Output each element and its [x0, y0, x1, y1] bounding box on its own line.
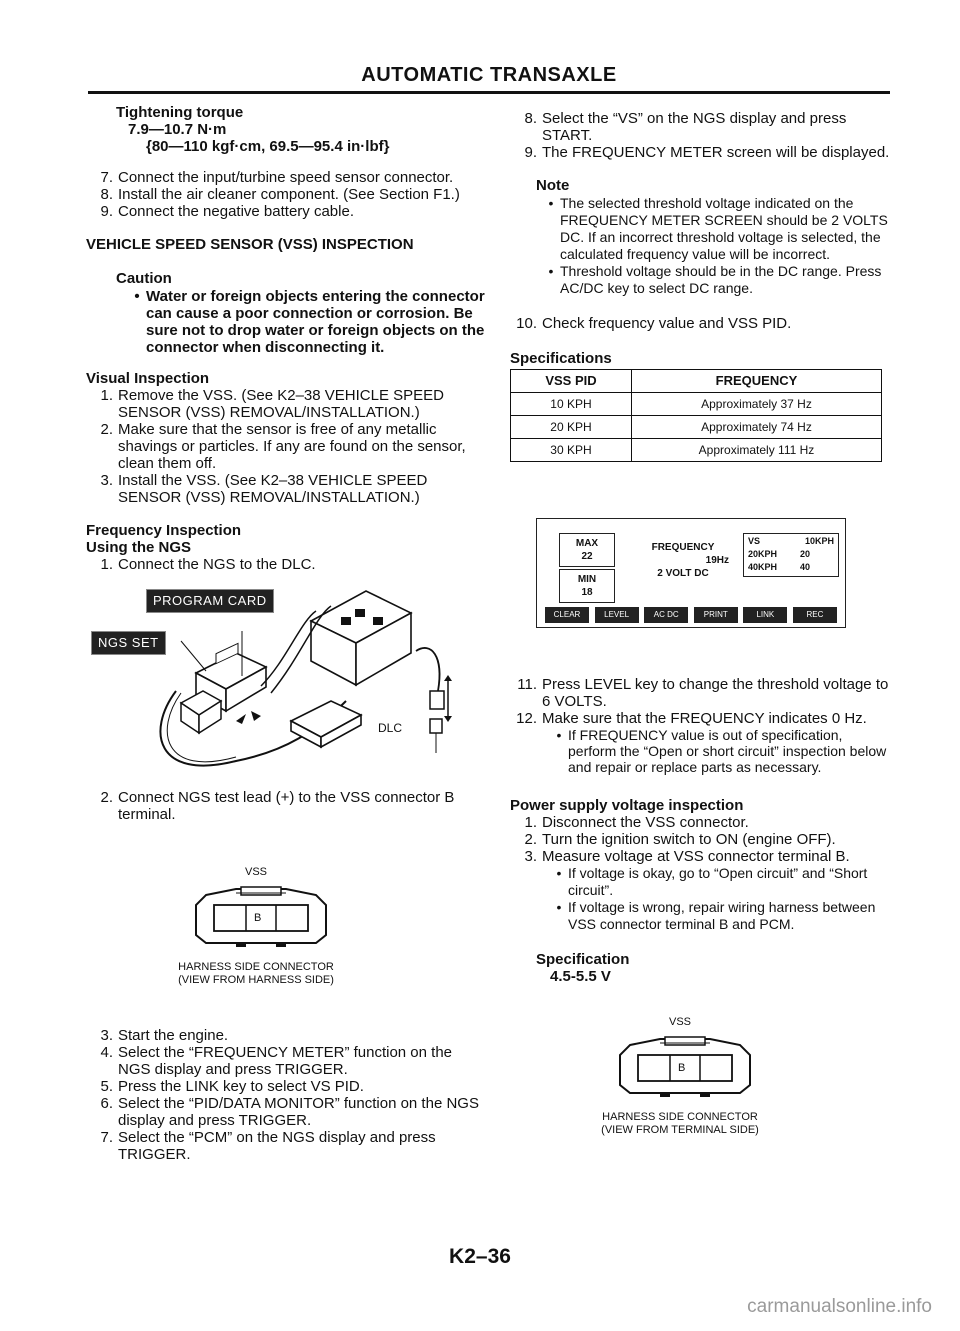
list-item: 9. The FREQUENCY METER screen will be displayed.	[524, 144, 890, 161]
table-row: 10 KPH Approximately 37 Hz	[511, 393, 882, 416]
power-supply-heading: Power supply voltage inspection	[510, 797, 744, 814]
caution-text: • Water or foreign objects entering the connector can cause a poor connection or corrosion. Be sure not to drop water or foreign objects on the connector when disconnecting it.	[128, 288, 486, 356]
torque-value-nm: 7.9—10.7 N·m	[128, 121, 227, 138]
using-ngs-heading: Using the NGS	[86, 539, 192, 556]
softkey-clear[interactable]: CLEAR	[545, 607, 589, 623]
note-bullet: • Threshold voltage should be in the DC range. Press AC/DC key to select DC range.	[548, 263, 882, 296]
list-item: 1. Disconnect the VSS connector.	[524, 814, 749, 831]
max-box: MAX 22	[559, 533, 615, 567]
connector-caption-1: HARNESS SIDE CONNECTOR	[602, 1111, 758, 1123]
list-item: 2. Make sure that the sensor is free of any metallic shavings or particles. If any are found on the sensor, clean them off.	[100, 421, 466, 472]
table-header: VSS PID	[511, 370, 632, 393]
note-body	[542, 195, 890, 297]
list-item: 12. Make sure that the FREQUENCY indicates 0 Hz.	[516, 710, 867, 727]
list-item: 8. Select the “VS” on the NGS display and press START.	[524, 110, 847, 144]
steps-list-right-a	[510, 110, 890, 161]
list-item: • If voltage is okay, go to “Open circuit” and “Short circuit”.	[556, 865, 868, 898]
steps-list-a	[86, 169, 486, 220]
visual-steps	[86, 387, 486, 506]
vss-connector-figure-harness	[86, 853, 486, 1003]
connector-caption-2: (VIEW FROM TERMINAL SIDE)	[601, 1124, 759, 1136]
section-heading-vss: VEHICLE SPEED SENSOR (VSS) INSPECTION	[86, 236, 414, 253]
softkey-level[interactable]: LEVEL	[595, 607, 639, 623]
connector-caption-1: HARNESS SIDE CONNECTOR	[178, 961, 334, 973]
page-header-title: AUTOMATIC TRANSAXLE	[361, 64, 617, 86]
steps-list-right-b	[510, 676, 890, 727]
list-item: 10. Check frequency value and VSS PID.	[516, 315, 792, 332]
caution-label: Caution	[116, 270, 172, 287]
vss-connector-figure-terminal	[510, 1013, 890, 1153]
softkey-rec[interactable]: REC	[793, 607, 837, 623]
screen-softkeys	[545, 607, 837, 623]
left-column	[86, 104, 486, 1163]
list-item: 2. Turn the ignition switch to ON (engine OFF).	[524, 831, 836, 848]
header-rule	[88, 91, 890, 94]
list-item: 8. Install the air cleaner component. (See Section F1.)	[100, 186, 460, 203]
list-item: 11. Press LEVEL key to change the threshold voltage to 6 VOLTS.	[517, 676, 889, 710]
connector-pin-b: B	[678, 1062, 686, 1074]
dlc-label: DLC	[378, 721, 403, 735]
softkey-print[interactable]: PRINT	[694, 607, 738, 623]
torque-value-alt: {80—110 kgf·cm, 69.5—95.4 in·lbf}	[146, 138, 390, 155]
connector-title: VSS	[668, 1016, 691, 1028]
list-item: 2. Connect NGS test lead (+) to the VSS connector B terminal.	[100, 789, 455, 823]
connector-caption-2: (VIEW FROM HARNESS SIDE)	[178, 974, 334, 986]
list-item: 3. Measure voltage at VSS connector terminal B.	[524, 848, 850, 865]
list-item: 3. Install the VSS. (See K2–38 VEHICLE SPEED SENSOR (VSS) REMOVAL/INSTALLATION.)	[100, 472, 428, 506]
vs-pid-box: VS 10KPH 20KPH 20 40KPH 40	[743, 533, 839, 577]
list-item: 9. Connect the negative battery cable.	[100, 203, 354, 220]
table-row: 30 KPH Approximately 111 Hz	[511, 439, 882, 462]
page-number: K2–36	[449, 1245, 511, 1268]
ngs-connection-figure	[86, 581, 486, 771]
visual-inspection-heading: Visual Inspection	[86, 370, 210, 387]
list-item: 7. Connect the input/turbine speed sensor connector.	[100, 169, 454, 186]
frequency-inspection-heading: Frequency Inspection	[86, 522, 242, 539]
table-header-row	[511, 370, 882, 393]
step12-bullet: • If FREQUENCY value is out of specification, perform the “Open or short circuit” inspection below and repair or replace parts as necessary.	[556, 727, 887, 775]
specifications-heading: Specifications	[510, 350, 612, 367]
list-item: 5. Press the LINK key to select VS PID.	[100, 1078, 364, 1095]
torque-label: Tightening torque	[116, 104, 244, 121]
list-item: • If voltage is wrong, repair wiring harness between VSS connector terminal B and PCM.	[556, 899, 876, 932]
min-box: MIN 18	[559, 569, 615, 603]
note-label: Note	[536, 177, 570, 194]
softkey-acdc[interactable]: AC DC	[644, 607, 688, 623]
note-bullet: • The selected threshold voltage indicated on the FREQUENCY METER SCREEN should be 2 VOLTS DC. If an incorrect threshold voltage is selected, the calculated frequency value will be incorrect.	[548, 195, 888, 262]
steps-list-b	[86, 1027, 486, 1163]
list-item: 6. Select the “PID/DATA MONITOR” function on the NGS display and press TRIGGER.	[100, 1095, 479, 1129]
table-row: 20 KPH Approximately 74 Hz	[511, 416, 882, 439]
list-item: 1. Remove the VSS. (See K2–38 VEHICLE SPEED SENSOR (VSS) REMOVAL/INSTALLATION.)	[100, 387, 444, 421]
watermark: carmanualsonline.info	[747, 1296, 932, 1317]
list-item: 3. Start the engine.	[100, 1027, 229, 1044]
connector-pin-b: B	[254, 912, 262, 924]
power-bullets	[550, 865, 890, 933]
list-item: 7. Select the “PCM” on the NGS display and press TRIGGER.	[100, 1129, 436, 1163]
frequency-meter-screen	[536, 518, 846, 628]
bullet-dot: •	[134, 288, 140, 305]
list-item: 1. Connect the NGS to the DLC.	[100, 556, 316, 573]
connector-title: VSS	[244, 866, 267, 878]
right-column	[510, 104, 890, 1153]
list-item: 4. Select the “FREQUENCY METER” function on the NGS display and press TRIGGER.	[100, 1044, 453, 1078]
softkey-link[interactable]: LINK	[743, 607, 787, 623]
program-card-label: PROGRAM CARD	[146, 589, 274, 613]
table-header: FREQUENCY	[631, 370, 881, 393]
power-steps	[510, 814, 890, 865]
ngs-set-label: NGS SET	[91, 631, 166, 655]
specification-value: 4.5-5.5 V	[550, 968, 611, 985]
specification-label: Specification	[536, 951, 630, 968]
tightening-torque	[116, 104, 486, 155]
specifications-table	[510, 369, 882, 462]
frequency-readout: FREQUENCY 19Hz 2 VOLT DC	[651, 542, 729, 579]
